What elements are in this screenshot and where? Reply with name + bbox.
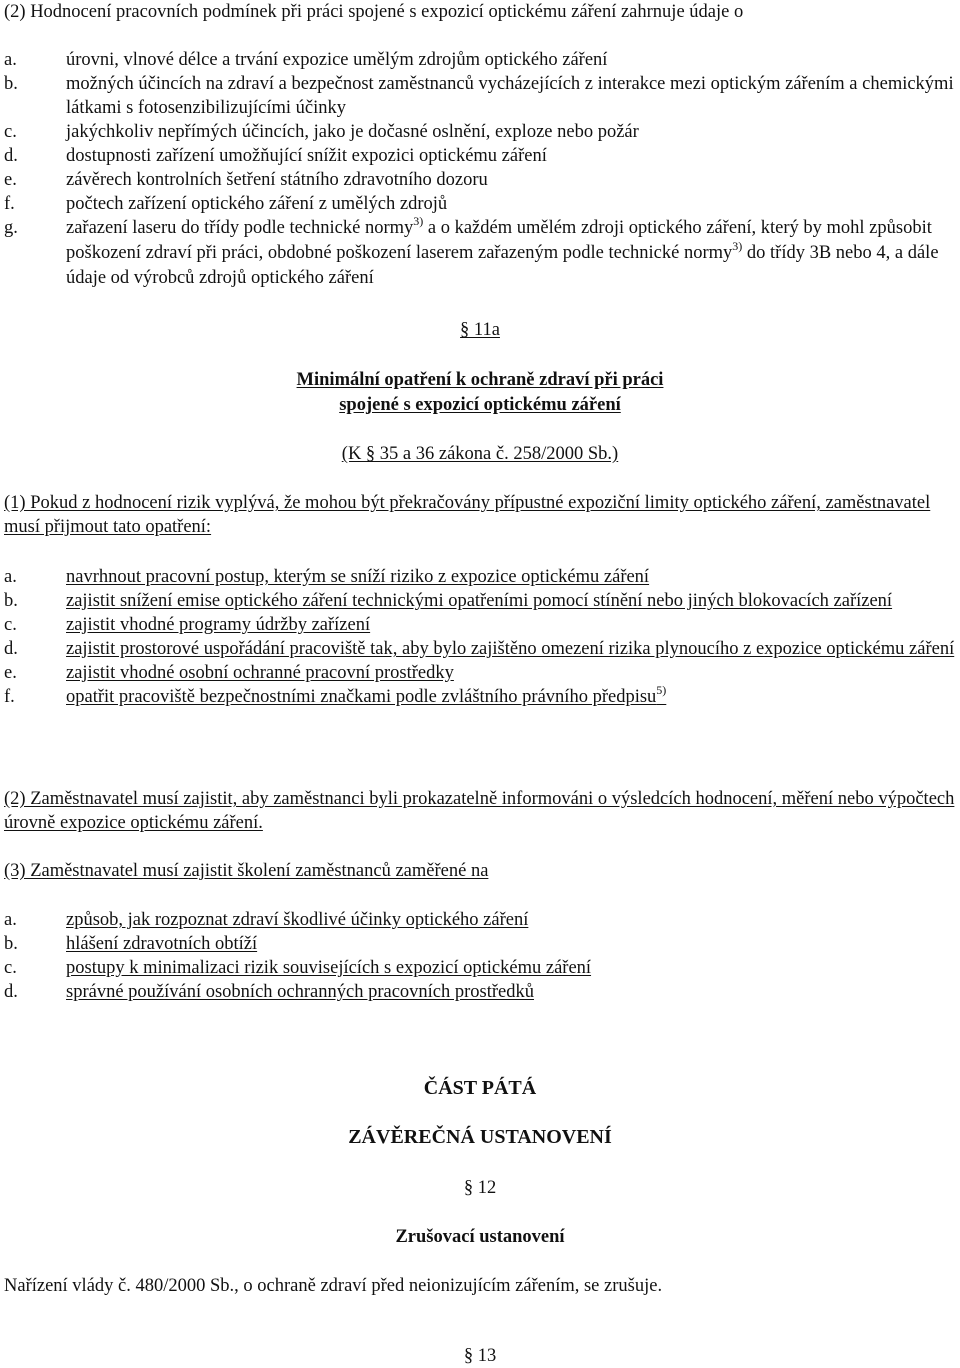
item-f-text: opatřit pracoviště bezpečnostními značkami podle zvláštního právního předpisu — [66, 687, 657, 707]
list-exposure-data — [4, 48, 956, 290]
list-item-label: g. — [4, 218, 18, 238]
list-item-label: e. — [4, 663, 17, 683]
list-measures — [4, 565, 956, 710]
list-item-label: a. — [4, 50, 17, 70]
list-item-label: c. — [4, 615, 17, 635]
paragraph-2-intro: (2) Hodnocení pracovních podmínek při práci spojené s expozicí optickému záření zahrnuje údaje o — [4, 2, 744, 22]
list-item — [4, 637, 956, 661]
list-item — [4, 908, 956, 932]
list-item-label: d. — [4, 982, 18, 1002]
list-item — [4, 661, 956, 685]
section-11a-heading: § 11a — [460, 320, 500, 340]
list-item-text: závěrech kontrolních šetření státního zdravotního dozoru — [66, 170, 488, 190]
item-g-part2: a o každém umělém zdroji optického záření, který by mohl způsobit poškození zdraví při práci, obdobné poškození laserem zařazeným podle technické normy — [66, 218, 932, 263]
list-item-text: způsob, jak rozpoznat zdraví škodlivé účinky optického záření — [66, 910, 529, 930]
list-training — [4, 908, 956, 1004]
list-item — [4, 956, 956, 980]
list-item — [4, 144, 956, 168]
section-12-title: Zrušovací ustanovení — [395, 1227, 565, 1247]
section-11a-paragraph-2: (2) Zaměstnavatel musí zajistit, aby zaměstnanci byli prokazatelně informováni o výsledcích hodnocení, měření nebo výpočtech úrovně expozice optickému záření. — [4, 789, 955, 833]
list-item-label: b. — [4, 934, 18, 954]
list-item-label: d. — [4, 639, 18, 659]
list-item — [4, 72, 956, 120]
list-item-text: zajistit vhodné osobní ochranné pracovní prostředky — [66, 663, 454, 683]
list-item-label: b. — [4, 74, 18, 94]
list-item-label: f. — [4, 194, 15, 214]
list-item-g — [4, 216, 956, 290]
list-item — [4, 120, 956, 144]
list-item-text — [66, 685, 956, 710]
list-item-label: d. — [4, 146, 18, 166]
list-item-label: a. — [4, 567, 17, 587]
list-item — [4, 565, 956, 589]
part-title: ČÁST PÁTÁ — [423, 1077, 537, 1099]
list-item-text: hlášení zdravotních obtíží — [66, 934, 258, 954]
list-item-text: správné používání osobních ochranných pracovních prostředků — [66, 982, 535, 1002]
list-item — [4, 48, 956, 72]
list-item-text: navrhnout pracovní postup, kterým se sníží riziko z expozice optickému záření — [66, 567, 650, 587]
list-item-text: zajistit prostorové uspořádání pracoviště tak, aby bylo zajištěno omezení rizika plynoucího z expozice optickému záření — [66, 639, 955, 659]
list-item — [4, 192, 956, 216]
item-g-part3: do třídy 3B nebo 4, a dále údaje od výrobců zdrojů optického záření — [66, 243, 939, 288]
list-item-text: počtech zařízení optického záření z umělých zdrojů — [66, 194, 448, 214]
section-13-heading: § 13 — [463, 1346, 497, 1366]
list-item — [4, 613, 956, 637]
footnote-ref: 5) — [656, 683, 667, 697]
list-item — [4, 932, 956, 956]
section-12-text: Nařízení vlády č. 480/2000 Sb., o ochraně zdraví před neionizujícím zářením, se zrušuje. — [4, 1276, 663, 1296]
list-item-text: jakýchkoliv nepřímých účincích, jako je dočasné oslnění, exploze nebo požár — [66, 122, 639, 142]
footnote-ref: 3) — [413, 214, 424, 228]
list-item — [4, 980, 956, 1004]
list-item-text: zajistit snížení emise optického záření technickými opatřeními pomocí stínění nebo jiných blokovacích zařízení — [66, 591, 893, 611]
list-item — [4, 168, 956, 192]
section-11a-reference: (K § 35 a 36 zákona č. 258/2000 Sb.) — [341, 444, 619, 464]
list-item-text: dostupnosti zařízení umožňující snížit expozici optickému záření — [66, 146, 547, 166]
section-11a-paragraph-3: (3) Zaměstnavatel musí zajistit školení zaměstnanců zaměřené na — [4, 861, 489, 881]
section-11a-paragraph-1: (1) Pokud z hodnocení rizik vyplývá, že mohou být překračovány přípustné expoziční limity optického záření, zaměstnavatel musí přijmout tato opatření: — [4, 493, 931, 537]
list-item-label: c. — [4, 958, 17, 978]
list-item-text: postupy k minimalizaci rizik souvisejících s expozicí optickému záření — [66, 958, 592, 978]
item-g-part1: zařazení laseru do třídy podle technické normy — [66, 218, 414, 238]
list-item-label: e. — [4, 170, 17, 190]
list-item-f — [4, 685, 956, 710]
section-11a-title-line2: spojené s expozicí optickému záření — [339, 395, 621, 415]
part-subtitle: ZÁVĚREČNÁ USTANOVENÍ — [348, 1126, 612, 1148]
footnote-ref: 3) — [732, 239, 743, 253]
section-11a-title-line1: Minimální opatření k ochraně zdraví při práci — [296, 370, 664, 390]
list-item-label: c. — [4, 122, 17, 142]
section-12-heading: § 12 — [463, 1178, 497, 1198]
list-item-text: možných účincích na zdraví a bezpečnost zaměstnanců vycházejících z interakce mezi optickým zářením a chemickými látkami s fotosenzibilizujícími účinky — [66, 74, 954, 118]
list-item-text: úrovni, vlnové délce a trvání expozice umělým zdrojům optického záření — [66, 50, 608, 70]
list-item-label: f. — [4, 687, 15, 707]
list-item — [4, 589, 956, 613]
list-item-label: b. — [4, 591, 18, 611]
list-item-text — [66, 216, 956, 290]
list-item-label: a. — [4, 910, 17, 930]
list-item-text: zajistit vhodné programy údržby zařízení — [66, 615, 371, 635]
